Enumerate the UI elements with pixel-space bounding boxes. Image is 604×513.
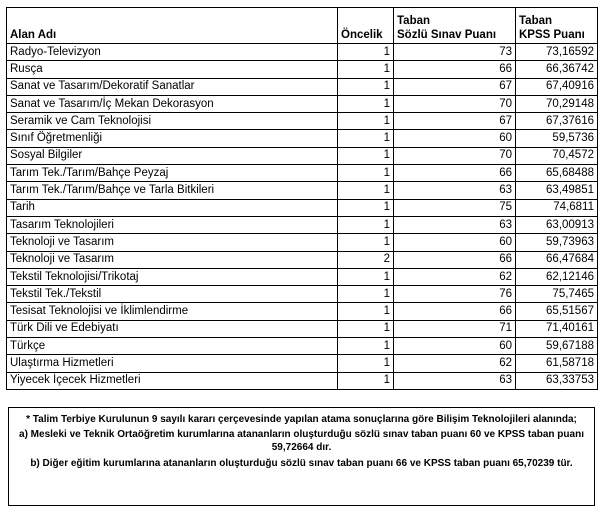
table-row	[7, 286, 598, 303]
cell-field-name: Teknoloji ve Tasarım	[7, 234, 338, 251]
cell-field-name: Tesisat Teknolojisi ve İklimlendirme	[7, 303, 338, 320]
cell-oral-score: 66	[394, 303, 516, 320]
cell-field-name: Yiyecek İçecek Hizmetleri	[7, 372, 338, 389]
table-row	[7, 78, 598, 95]
table-row	[7, 303, 598, 320]
cell-priority: 1	[338, 268, 394, 285]
header-oral-line1: Taban	[397, 15, 431, 27]
cell-priority: 1	[338, 199, 394, 216]
cell-kpss-score: 65,51567	[516, 303, 598, 320]
cell-priority: 1	[338, 355, 394, 372]
table-header-row	[7, 8, 598, 44]
cell-kpss-score: 62,12146	[516, 268, 598, 285]
table-row	[7, 268, 598, 285]
table-row	[7, 320, 598, 337]
cell-priority: 1	[338, 303, 394, 320]
cell-oral-score: 75	[394, 199, 516, 216]
header-kpss-score	[516, 8, 598, 44]
table-row	[7, 338, 598, 355]
table-row	[7, 95, 598, 112]
cell-priority: 1	[338, 286, 394, 303]
cell-oral-score: 63	[394, 372, 516, 389]
cell-field-name: Ulaştırma Hizmetleri	[7, 355, 338, 372]
footnote-a: a) Mesleki ve Teknik Ortaöğretim kurumlarına atananların oluşturduğu sözlü sınav taban puanı 60 ve KPSS taban puanı 59,72664 dır.	[19, 429, 584, 454]
cell-priority: 2	[338, 251, 394, 268]
cell-oral-score: 73	[394, 44, 516, 61]
cell-oral-score: 63	[394, 182, 516, 199]
cell-priority: 1	[338, 113, 394, 130]
cell-kpss-score: 74,6811	[516, 199, 598, 216]
cell-oral-score: 76	[394, 286, 516, 303]
cell-priority: 1	[338, 61, 394, 78]
cell-oral-score: 66	[394, 251, 516, 268]
cell-field-name: Türk Dili ve Edebiyatı	[7, 320, 338, 337]
cell-priority: 1	[338, 95, 394, 112]
cell-kpss-score: 67,37616	[516, 113, 598, 130]
cell-kpss-score: 66,36742	[516, 61, 598, 78]
cell-field-name: Rusça	[7, 61, 338, 78]
cell-priority: 1	[338, 130, 394, 147]
cell-priority: 1	[338, 147, 394, 164]
cell-field-name: Tarih	[7, 199, 338, 216]
cell-field-name: Tasarım Teknolojileri	[7, 216, 338, 233]
table-row	[7, 165, 598, 182]
table-row	[7, 182, 598, 199]
header-oral-score	[394, 8, 516, 44]
cell-kpss-score: 67,40916	[516, 78, 598, 95]
cell-oral-score: 70	[394, 95, 516, 112]
cell-kpss-score: 59,67188	[516, 338, 598, 355]
cell-field-name: Sanat ve Tasarım/Dekoratif Sanatlar	[7, 78, 338, 95]
cell-kpss-score: 75,7465	[516, 286, 598, 303]
cell-oral-score: 66	[394, 165, 516, 182]
footnote-b: b) Diğer eğitim kurumlarına atananların oluşturduğu sözlü sınav taban puanı 66 ve KPSS taban puanı 65,70239 tür.	[30, 457, 573, 469]
cell-field-name: Tekstil Teknolojisi/Trikotaj	[7, 268, 338, 285]
header-priority: Öncelik	[338, 8, 394, 44]
cell-priority: 1	[338, 216, 394, 233]
cell-oral-score: 70	[394, 147, 516, 164]
table-row	[7, 147, 598, 164]
table-row	[7, 251, 598, 268]
cell-kpss-score: 70,29148	[516, 95, 598, 112]
cell-oral-score: 62	[394, 268, 516, 285]
table-row	[7, 355, 598, 372]
cell-priority: 1	[338, 78, 394, 95]
header-oral-line2: Sözlü Sınav Puanı	[397, 29, 497, 41]
cell-kpss-score: 73,16592	[516, 44, 598, 61]
table-row	[7, 234, 598, 251]
cell-field-name: Tarım Tek./Tarım/Bahçe Peyzaj	[7, 165, 338, 182]
cell-field-name: Seramik ve Cam Teknolojisi	[7, 113, 338, 130]
cell-kpss-score: 71,40161	[516, 320, 598, 337]
cell-field-name: Sanat ve Tasarım/İç Mekan Dekorasyon	[7, 95, 338, 112]
cell-field-name: Radyo-Televizyon	[7, 44, 338, 61]
cell-oral-score: 66	[394, 61, 516, 78]
footnote-box	[8, 407, 595, 506]
table-row	[7, 199, 598, 216]
cell-kpss-score: 61,58718	[516, 355, 598, 372]
cell-priority: 1	[338, 44, 394, 61]
cell-field-name: Tekstil Tek./Tekstil	[7, 286, 338, 303]
header-field-name: Alan Adı	[7, 8, 338, 44]
cell-priority: 1	[338, 320, 394, 337]
cell-kpss-score: 63,00913	[516, 216, 598, 233]
cell-kpss-score: 63,49851	[516, 182, 598, 199]
cell-oral-score: 67	[394, 113, 516, 130]
table-row	[7, 113, 598, 130]
table-row	[7, 61, 598, 78]
cell-priority: 1	[338, 182, 394, 199]
cell-field-name: Tarım Tek./Tarım/Bahçe ve Tarla Bitkileri	[7, 182, 338, 199]
cell-priority: 1	[338, 372, 394, 389]
cell-oral-score: 63	[394, 216, 516, 233]
cell-priority: 1	[338, 338, 394, 355]
header-kpss-line1: Taban	[519, 15, 553, 27]
cell-oral-score: 67	[394, 78, 516, 95]
header-kpss-line2: KPSS Puanı	[519, 29, 585, 41]
cell-kpss-score: 65,68488	[516, 165, 598, 182]
cell-oral-score: 62	[394, 355, 516, 372]
cell-priority: 1	[338, 234, 394, 251]
table-row	[7, 216, 598, 233]
cell-oral-score: 60	[394, 130, 516, 147]
cell-kpss-score: 63,33753	[516, 372, 598, 389]
table-row	[7, 130, 598, 147]
cell-kpss-score: 59,5736	[516, 130, 598, 147]
footnote-intro: * Talim Terbiye Kurulunun 9 sayılı kararı çerçevesinde yapılan atama sonuçlarına göre Bilişim Teknolojileri alanında;	[26, 414, 577, 425]
cell-priority: 1	[338, 165, 394, 182]
cell-field-name: Sınıf Öğretmenliği	[7, 130, 338, 147]
cell-kpss-score: 59,73963	[516, 234, 598, 251]
cell-oral-score: 71	[394, 320, 516, 337]
cell-oral-score: 60	[394, 234, 516, 251]
score-table	[6, 7, 598, 390]
cell-field-name: Türkçe	[7, 338, 338, 355]
cell-kpss-score: 70,4572	[516, 147, 598, 164]
cell-field-name: Sosyal Bilgiler	[7, 147, 338, 164]
cell-field-name: Teknoloji ve Tasarım	[7, 251, 338, 268]
cell-oral-score: 60	[394, 338, 516, 355]
table-row	[7, 372, 598, 389]
table-row	[7, 44, 598, 61]
cell-kpss-score: 66,47684	[516, 251, 598, 268]
